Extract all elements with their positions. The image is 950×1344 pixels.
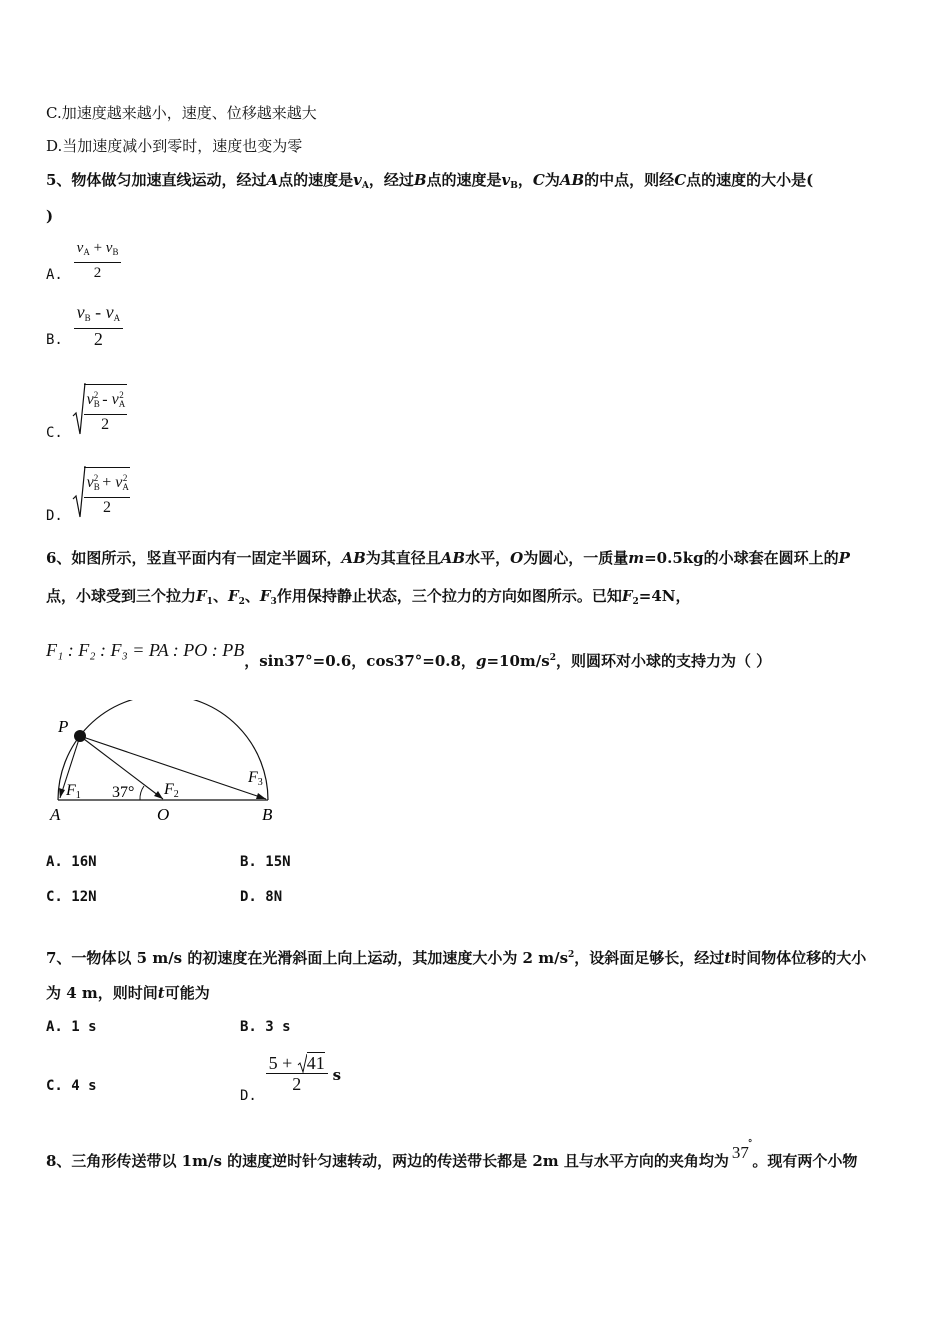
q5-option-a: A. $\frac{v_A + v_B}{2}$: [46, 238, 121, 283]
semicircle-force-diagram: [40, 700, 290, 830]
q5-option-b: B. $\frac{v_B - v_A}{2}$: [46, 302, 123, 349]
q7-stem-line2: 为 4 m，则时间t可能为: [46, 984, 210, 1002]
q5-stem: 5、物体做匀加速直线运动，经过A点的速度是$v_A$，经过B点的速度是$v_B$，C为AB的中点，则经C点的速度的大小是(: [46, 171, 814, 191]
q6-option-c: C. 12N: [46, 889, 97, 905]
q7-stem-line1: 7、一物体以 5 m/s 的初速度在光滑斜面上向上运动，其加速度大小为 2 $m/s^2$，设斜面足够长，经过t时间物体位移的大小: [46, 949, 867, 967]
label-a: A: [50, 805, 61, 824]
label-o: O: [157, 805, 170, 824]
q7-option-d: D. $\frac{5 + 41}{2}$ s: [240, 1053, 342, 1104]
q5-option-c: C. $\frac{v_B^2 - v_A^2}{2}$: [46, 382, 127, 436]
q6-stem-line3: F₁ : F₂ : F₃ = PA : PO : PB，sin37°=0.6，cos37°=0.8，$g=10m/s^2$，则圆环对小球的支持力为（ ）: [46, 640, 772, 670]
label-b: B: [262, 805, 273, 824]
force-f1-arrowhead: [59, 788, 65, 798]
angle-37-arc: [140, 786, 144, 800]
q6-option-a: A. 16N: [46, 854, 97, 870]
label-p: P: [58, 717, 69, 736]
ball-p: [74, 730, 86, 742]
q6-option-b: B. 15N: [240, 854, 291, 870]
q5-option-d: D. $\frac{v_B^2 + v_A^2}{2}$: [46, 465, 130, 519]
q7-option-c: C. 4 s: [46, 1078, 97, 1094]
q7-option-a: A. 1 s: [46, 1019, 97, 1035]
force-f2-arrowhead: [154, 791, 163, 799]
sqrt-sign-icon: [297, 1053, 307, 1073]
label-f2: F2: [164, 781, 179, 800]
q4-option-c: C.加速度越来越小，速度、位移越来越大: [46, 104, 317, 122]
q6-stem-line2: 点，小球受到三个拉力$F_1$、$F_2$、$F_3$作用保持静止状态，三个拉力的方向如图所示。已知$F_2=4N$，: [46, 587, 691, 607]
q7-option-b: B. 3 s: [240, 1019, 291, 1035]
q6-option-d: D. 8N: [240, 889, 283, 905]
label-f3: F3: [248, 769, 263, 788]
q8-stem-line1: 8、三角形传送带以 1m/s 的速度逆时针匀速转动，两边的传送带长都是 2m 且与水平方向的夹角均为 37°。现有两个小物: [46, 1139, 858, 1170]
q5-stem-close: ): [46, 207, 54, 225]
semicircle-arc: [58, 700, 268, 800]
label-f1: F1: [66, 782, 81, 801]
force-f3-arrowhead: [256, 793, 266, 799]
force-ratio-formula: F₁ : F₂ : F₃ = PA : PO : PB: [46, 640, 245, 660]
q4-option-d: D.当加速度减小到零时，速度也变为零: [46, 137, 303, 155]
label-angle: 37°: [112, 784, 135, 801]
q6-stem-line1: 6、如图所示，竖直平面内有一固定半圆环，AB为其直径且AB水平，O为圆心，一质量m=0.5kg的小球套在圆环上的P: [46, 549, 850, 567]
